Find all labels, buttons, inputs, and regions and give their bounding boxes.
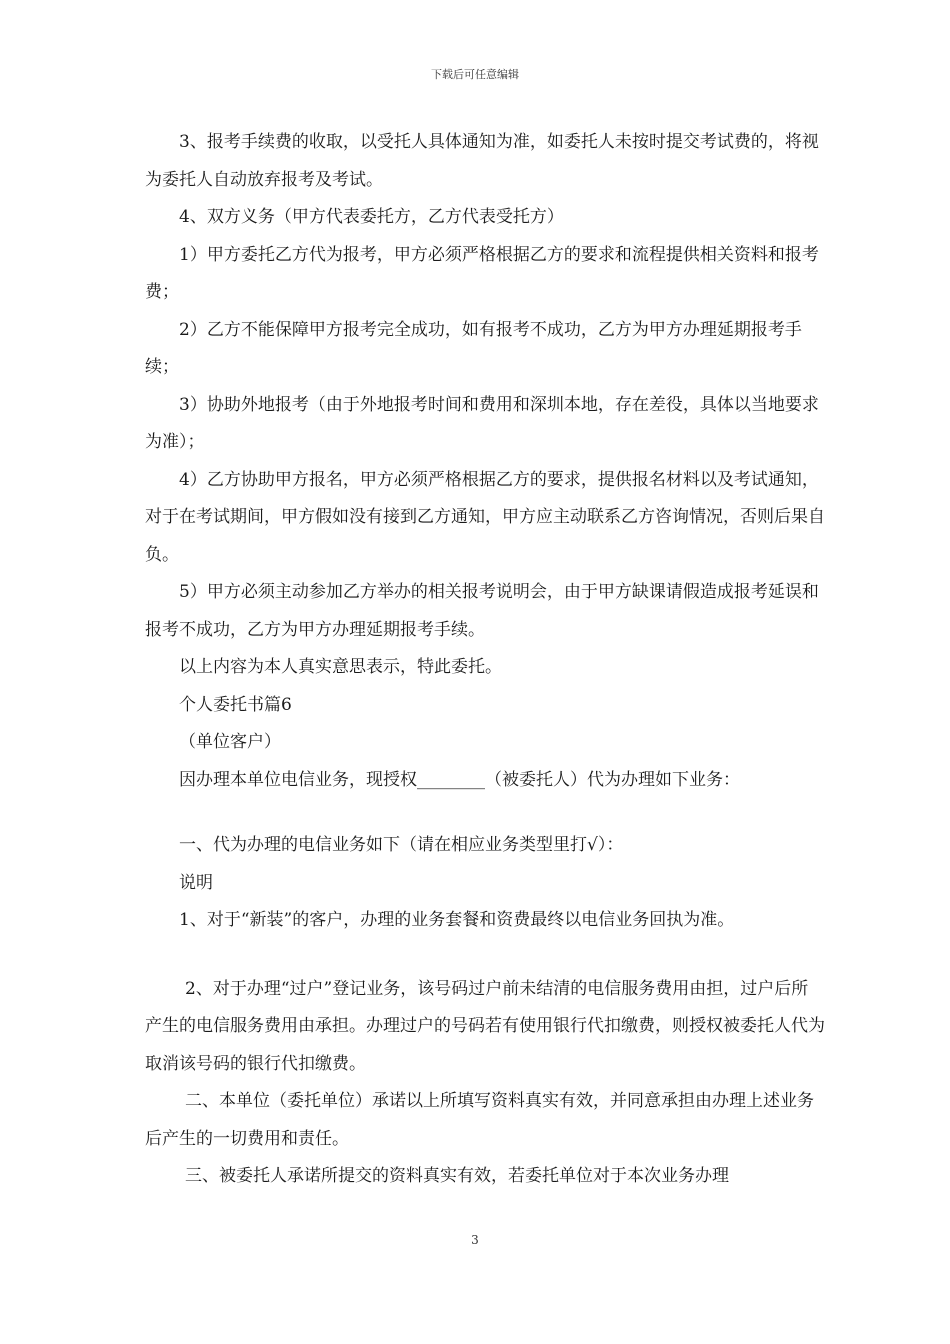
paragraph-fee-collection: 3、报考手续费的收取，以受托人具体通知为准，如委托人未按时提交考试费的，将视为委托人自动放弃报考及考试。	[145, 132, 819, 190]
paragraph-obligation-5: 5）甲方必须主动参加乙方举办的相关报考说明会，由于甲方缺课请假造成报考延误和报考不成功，乙方为甲方办理延期报考手续。	[145, 582, 819, 640]
document-body	[145, 124, 825, 1196]
subtitle-unit-customer: （单位客户）	[179, 732, 281, 752]
section-title: 个人委托书篇6	[179, 694, 292, 715]
paragraph-obligation-3: 3）协助外地报考（由于外地报考时间和费用和深圳本地，存在差役，具体以当地要求为准）；	[145, 394, 819, 452]
paragraph-obligation-1: 1）甲方委托乙方代为报考，甲方必须严格根据乙方的要求和流程提供相关资料和报考费；	[145, 244, 819, 302]
page-number: 3	[471, 1233, 479, 1247]
paragraph-obligation-4: 4）乙方协助甲方报名，甲方必须严格根据乙方的要求，提供报名材料以及考试通知，对于在考试期间，甲方假如没有接到乙方通知，甲方应主动联系乙方咨询情况，否则后果自负。	[145, 469, 825, 565]
paragraph-authorization: 因办理本单位电信业务，现授权________（被委托人）代为办理如下业务：	[179, 769, 740, 790]
blank-line	[145, 799, 825, 827]
paragraph-commitment-agent: 三、被委托人承诺所提交的资料真实有效，若委托单位对于本次业务办理	[185, 1166, 729, 1186]
paragraph-obligation-2: 2）乙方不能保障甲方报考完全成功，如有报考不成功，乙方为甲方办理延期报考手续；	[145, 319, 802, 377]
page-header: 下载后可任意编辑	[431, 68, 519, 81]
paragraph-commitment-unit: 二、本单位（委托单位）承诺以上所填写资料真实有效，并同意承担由办理上述业务后产生的一切费用和责任。	[145, 1091, 814, 1149]
paragraph-note-1: 1、对于“新装”的客户，办理的业务套餐和资费最终以电信业务回执为准。	[179, 910, 735, 930]
paragraph-business-list: 一、代为办理的电信业务如下（请在相应业务类型里打√）：	[179, 835, 624, 855]
paragraph-declaration: 以上内容为本人真实意思表示，特此委托。	[179, 657, 502, 677]
paragraph-note-2: 2、对于办理“过户”登记业务，该号码过户前未结清的电信服务费用由担，过户后所产生的电信服务费用由承担。办理过户的号码若有使用银行代扣缴费，则授权被委托人代为取消该号码的银行代扣缴费。	[145, 978, 825, 1074]
paragraph-obligations-heading: 4、双方义务（甲方代表委托方，乙方代表受托方）	[179, 207, 564, 227]
paragraph-note-heading: 说明	[179, 872, 213, 893]
blank-line	[145, 940, 825, 971]
